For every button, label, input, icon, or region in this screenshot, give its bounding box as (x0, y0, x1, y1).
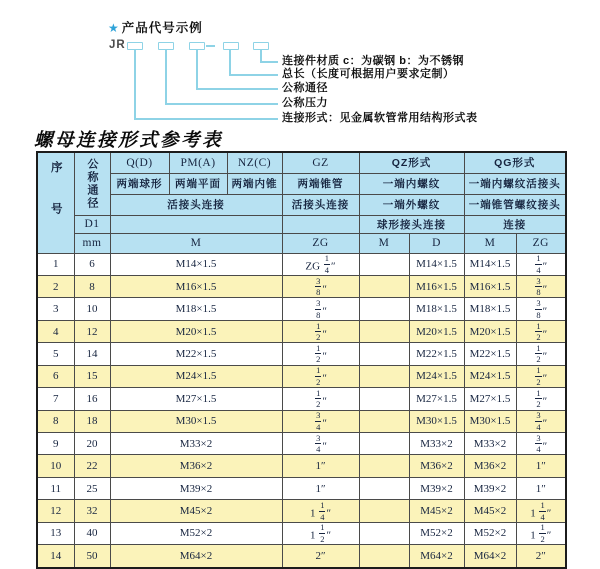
cell-m-thread: M52×2 (110, 522, 282, 544)
cell-m-thread: M14×1.5 (110, 253, 282, 275)
header-qz-code: QZ形式 (359, 152, 464, 173)
label-nominal-pressure: 公称压力 (282, 97, 328, 109)
cell-qg-m: M20×1.5 (464, 320, 516, 342)
cell-seq: 8 (37, 410, 74, 432)
cell-gz-zg: $\frac{1}{2}$ ″ (282, 365, 359, 387)
header-qz-d: D (409, 233, 464, 253)
cell-dn: 10 (74, 298, 110, 320)
table-row (37, 298, 566, 320)
cell-seq: 3 (37, 298, 74, 320)
cell-gz-zg: $\frac{1}{2}$ ″ (282, 343, 359, 365)
header-empty-cell (110, 215, 282, 233)
cell-qz-m (359, 410, 409, 432)
connector-line (229, 74, 278, 76)
header-qz-desc3: 球形接头连接 (359, 215, 464, 233)
header-union-left: 活接头连接 (110, 194, 282, 215)
cell-qg-zg: $\frac{1}{2}$ ″ (516, 365, 566, 387)
table-row (37, 500, 566, 522)
cell-m-thread: M24×1.5 (110, 365, 282, 387)
cell-seq: 9 (37, 433, 74, 455)
cell-qz-m (359, 343, 409, 365)
cell-m-thread: M30×1.5 (110, 410, 282, 432)
connector-line (229, 49, 231, 75)
table-row (37, 253, 566, 275)
table-header (37, 152, 566, 253)
table-row (37, 388, 566, 410)
nut-connection-table (36, 151, 567, 569)
table-row (37, 275, 566, 297)
cell-qz-m (359, 455, 409, 477)
connector-line (165, 103, 278, 105)
cell-seq: 12 (37, 500, 74, 522)
cell-qg-zg: $\frac{1}{4}$ ″ (516, 253, 566, 275)
cell-gz-zg: $\frac{3}{8}$ ″ (282, 275, 359, 297)
connector-line (134, 118, 278, 120)
label-nominal-diameter: 公称通径 (282, 82, 328, 94)
cell-gz-zg: ZG $\frac{1}{4}$ ″ (282, 253, 359, 275)
cell-dn: 22 (74, 455, 110, 477)
cell-qg-zg: $\frac{1}{2}$ ″ (516, 388, 566, 410)
connector-line (260, 61, 278, 63)
cell-qz-m (359, 433, 409, 455)
cell-qz-m (359, 365, 409, 387)
cell-seq: 1 (37, 253, 74, 275)
header-d1: D1 (74, 215, 110, 233)
cell-qz-d: M27×1.5 (409, 388, 464, 410)
cell-qg-zg: $\frac{1}{2}$ ″ (516, 343, 566, 365)
header-qg-m: M (464, 233, 516, 253)
cell-seq: 2 (37, 275, 74, 297)
cell-qz-m (359, 253, 409, 275)
cell-gz-zg: $\frac{1}{2}$ ″ (282, 388, 359, 410)
cell-seq: 11 (37, 477, 74, 499)
cell-qz-d: M14×1.5 (409, 253, 464, 275)
cell-seq: 6 (37, 365, 74, 387)
cell-qz-d: M16×1.5 (409, 275, 464, 297)
cell-m-thread: M33×2 (110, 433, 282, 455)
cell-qz-m (359, 545, 409, 568)
cell-qz-m (359, 298, 409, 320)
cell-dn: 20 (74, 433, 110, 455)
cell-qg-m: M30×1.5 (464, 410, 516, 432)
header-q-desc: 两端球形 (110, 173, 169, 194)
header-qg-desc3: 连接 (464, 215, 566, 233)
label-total-length: 总长（长度可根据用户要求定制） (282, 68, 455, 80)
cell-m-thread: M45×2 (110, 500, 282, 522)
table-row (37, 365, 566, 387)
cell-dn: 6 (74, 253, 110, 275)
cell-dn: 16 (74, 388, 110, 410)
cell-gz-zg: $\frac{3}{4}$ ″ (282, 433, 359, 455)
header-mm: mm (74, 233, 110, 253)
cell-dn: 12 (74, 320, 110, 342)
cell-dn: 15 (74, 365, 110, 387)
code-separator-dash (206, 45, 215, 47)
cell-gz-zg: 1 $\frac{1}{2}$ ″ (282, 522, 359, 544)
cell-qg-zg: $\frac{3}{8}$ ″ (516, 298, 566, 320)
cell-dn: 25 (74, 477, 110, 499)
cell-seq: 5 (37, 343, 74, 365)
cell-qz-d: M39×2 (409, 477, 464, 499)
header-gz-desc: 两端锥管 (282, 173, 359, 194)
cell-dn: 32 (74, 500, 110, 522)
cell-qg-m: M45×2 (464, 500, 516, 522)
header-nominal-diameter: 公称通径 (74, 152, 110, 215)
code-box-4 (223, 42, 239, 50)
cell-qg-m: M16×1.5 (464, 275, 516, 297)
header-qg-zg: ZG (516, 233, 566, 253)
cell-qz-d: M24×1.5 (409, 365, 464, 387)
cell-qg-m: M52×2 (464, 522, 516, 544)
cell-qg-m: M64×2 (464, 545, 516, 568)
connector-line (196, 88, 278, 90)
table-row (37, 477, 566, 499)
label-connection-form: 连接形式：见金属软管常用结构形式表 (282, 112, 478, 124)
cell-dn: 14 (74, 343, 110, 365)
cell-qg-zg: $\frac{3}{8}$ ″ (516, 275, 566, 297)
cell-qz-d: M33×2 (409, 433, 464, 455)
connector-line (134, 49, 136, 119)
header-union-gz: 活接头连接 (282, 194, 359, 215)
table-title: 螺母连接形式参考表 (34, 131, 224, 151)
cell-qz-d: M52×2 (409, 522, 464, 544)
cell-qg-zg: 1 $\frac{1}{2}$ ″ (516, 522, 566, 544)
cell-qg-zg: 1″ (516, 455, 566, 477)
header-pm-desc: 两端平面 (169, 173, 227, 194)
cell-dn: 18 (74, 410, 110, 432)
diagram-title-text: 产品代号示例 (121, 21, 203, 35)
header-qz-desc2: 一端外螺纹 (359, 194, 464, 215)
diagram-title (108, 18, 203, 36)
product-code-diagram (0, 0, 600, 127)
cell-m-thread: M39×2 (110, 477, 282, 499)
cell-m-thread: M16×1.5 (110, 275, 282, 297)
table-row (37, 433, 566, 455)
table-row (37, 320, 566, 342)
header-qg-code: QG形式 (464, 152, 566, 173)
cell-qg-zg: $\frac{1}{2}$ ″ (516, 320, 566, 342)
cell-qg-m: M18×1.5 (464, 298, 516, 320)
cell-qz-m (359, 522, 409, 544)
cell-qz-m (359, 477, 409, 499)
cell-qz-m (359, 320, 409, 342)
cell-qg-m: M27×1.5 (464, 388, 516, 410)
label-material: 连接件材质 c：为碳钢 b：为不锈钢 (282, 55, 464, 67)
table-row (37, 545, 566, 568)
cell-m-thread: M20×1.5 (110, 320, 282, 342)
header-nz-desc: 两端内锥 (227, 173, 282, 194)
table-row (37, 522, 566, 544)
cell-seq: 4 (37, 320, 74, 342)
cell-qz-d: M22×1.5 (409, 343, 464, 365)
cell-qz-d: M20×1.5 (409, 320, 464, 342)
cell-qz-d: M45×2 (409, 500, 464, 522)
header-empty-cell (282, 215, 359, 233)
cell-qz-m (359, 275, 409, 297)
cell-qg-m: M22×1.5 (464, 343, 516, 365)
cell-seq: 10 (37, 455, 74, 477)
cell-m-thread: M64×2 (110, 545, 282, 568)
cell-gz-zg: 1 $\frac{1}{4}$ ″ (282, 500, 359, 522)
header-pm-code: PM(A) (169, 152, 227, 173)
cell-m-thread: M36×2 (110, 455, 282, 477)
cell-qg-m: M39×2 (464, 477, 516, 499)
table-row (37, 455, 566, 477)
cell-qz-d: M36×2 (409, 455, 464, 477)
cell-qg-zg: 2″ (516, 545, 566, 568)
header-seq: 序号 (37, 152, 74, 253)
header-gz-code: GZ (282, 152, 359, 173)
cell-qg-zg: 1 $\frac{1}{4}$ ″ (516, 500, 566, 522)
cell-qg-zg: 1″ (516, 477, 566, 499)
table-body (37, 253, 566, 568)
cell-dn: 40 (74, 522, 110, 544)
cell-qz-d: M30×1.5 (409, 410, 464, 432)
cell-seq: 14 (37, 545, 74, 568)
cell-qg-zg: $\frac{3}{4}$ ″ (516, 410, 566, 432)
cell-qz-m (359, 500, 409, 522)
connector-line (196, 49, 198, 89)
cell-m-thread: M27×1.5 (110, 388, 282, 410)
cell-qg-m: M14×1.5 (464, 253, 516, 275)
cell-gz-zg: $\frac{3}{4}$ ″ (282, 410, 359, 432)
cell-gz-zg: 1″ (282, 455, 359, 477)
table-row (37, 410, 566, 432)
cell-qg-m: M36×2 (464, 455, 516, 477)
table-row (37, 343, 566, 365)
cell-qz-d: M64×2 (409, 545, 464, 568)
star-icon: ★ (108, 21, 120, 35)
cell-qz-d: M18×1.5 (409, 298, 464, 320)
cell-seq: 7 (37, 388, 74, 410)
cell-dn: 50 (74, 545, 110, 568)
header-qg-desc2: 一端锥管螺纹接头 (464, 194, 566, 215)
header-zg-label: ZG (282, 233, 359, 253)
cell-gz-zg: $\frac{1}{2}$ ″ (282, 320, 359, 342)
cell-qg-m: M24×1.5 (464, 365, 516, 387)
header-qz-desc1: 一端内螺纹 (359, 173, 464, 194)
cell-gz-zg: 1″ (282, 477, 359, 499)
header-nz-code: NZ(C) (227, 152, 282, 173)
cell-qg-m: M33×2 (464, 433, 516, 455)
code-prefix: JR (109, 39, 126, 51)
header-q-code: Q(D) (110, 152, 169, 173)
header-qz-m: M (359, 233, 409, 253)
header-m-label: M (110, 233, 282, 253)
cell-dn: 8 (74, 275, 110, 297)
cell-seq: 13 (37, 522, 74, 544)
cell-qz-m (359, 388, 409, 410)
cell-m-thread: M22×1.5 (110, 343, 282, 365)
cell-gz-zg: $\frac{3}{8}$ ″ (282, 298, 359, 320)
cell-m-thread: M18×1.5 (110, 298, 282, 320)
connector-line (165, 49, 167, 104)
cell-gz-zg: 2″ (282, 545, 359, 568)
header-qg-desc1: 一端内螺纹活接头 (464, 173, 566, 194)
cell-qg-zg: $\frac{3}{4}$ ″ (516, 433, 566, 455)
